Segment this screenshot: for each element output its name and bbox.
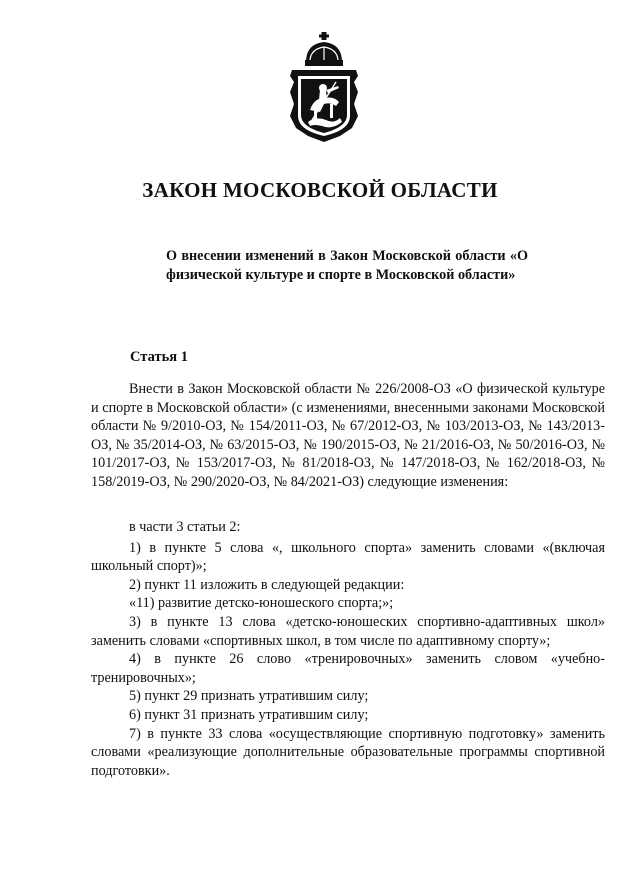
amendment-item: 4) в пункте 26 слово «тренировочных» заменить словом «учебно-тренировочных»; [91,651,605,686]
document-title: ЗАКОН МОСКОВСКОЙ ОБЛАСТИ [142,178,498,202]
amendment-item: 3) в пункте 13 слова «детско-юношеских спортивно-адаптивных школ» заменить словами «спортивных школ, в том числе по адаптивному спорту»; [91,613,605,649]
coat-of-arms-icon [286,32,362,144]
article-intro: Внести в Закон Московской области № 226/2008-ОЗ «О физической культуре и спорте в Московской области» (с изменениями, внесенными законами Московской области № 9/2010-ОЗ, № 154/2011-ОЗ, № 67/2012-ОЗ, № 103/2013-ОЗ, № 143/2013-ОЗ, № 35/2014-ОЗ, № 63/2015-ОЗ, № 190/2015-ОЗ, № 21/2016-ОЗ, № 50/2016-ОЗ, № 101/2017-ОЗ, № 153/2017-ОЗ, № 81/2018-ОЗ, № 147/2018-ОЗ, № 162/2018-ОЗ, № 158/2019-ОЗ, № 290/2020-ОЗ, № 84/2021-ОЗ) следующие изменения: [91,381,605,490]
amendment-item: 2) пункт 11 изложить в следующей редакции: [129,576,405,593]
amendment-item: 6) пункт 31 признать утратившим силу; [129,706,369,723]
part-heading: в части 3 статьи 2: [129,519,241,535]
article-heading: Статья 1 [130,349,188,365]
amendments-list [91,518,605,780]
amendment-item: «11) развитие детско-юношеского спорта;»; [129,595,394,612]
law-subject: О внесении изменений в Закон Московской области «О физической культуре и спорте в Московской области» [166,248,528,283]
amendment-item: 7) в пункте 33 слова «осуществляющие спортивную подготовку» заменить словами «реализующие дополнительные образовательные программы спортивной подготовки». [91,725,605,779]
amendment-item: 5) пункт 29 признать утратившим силу; [129,688,369,705]
amendment-item: 1) в пункте 5 слова «, школьного спорта» заменить словами «(включая школьный спорт)»; [91,539,605,575]
